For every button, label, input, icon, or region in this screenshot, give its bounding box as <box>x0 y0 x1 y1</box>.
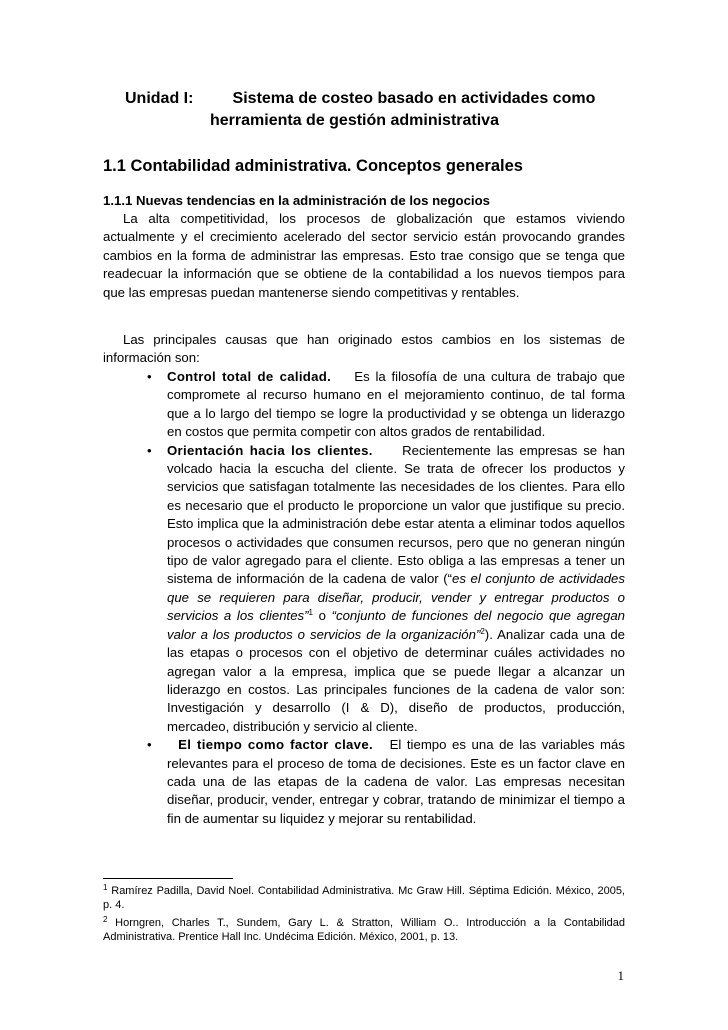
list-item-text: Recientemente las empresas se han volcado hacia la escucha del cliente. Se trata de ofrecer los productos y servicios que satisfagan totalmente las necesidades de los clientes. Para ello es necesario que el producto le proporcione un valor que justifique su precio. Esto implica que la administración debe estar atenta a eliminar todos aquellos procesos o actividades que consumen recursos, pero que no generan ningún tipo de valor agregado para el cliente. Esto obliga a las empresas a tener un sistema de información de la cadena de valor (“ <box>167 442 625 587</box>
list-item-customers <box>103 442 625 737</box>
list-item-title: El tiempo como factor clave. <box>178 737 373 753</box>
causes-list <box>103 368 625 828</box>
footnote-ref-1: 1 <box>308 608 313 618</box>
list-item-text: El tiempo es una de las variables más relevantes para el proceso de toma de decisiones. Este es un factor clave en cada una de las etapas de la cadena de valor. Las empresas necesitan diseñar, producir, vender, entregar y cobrar, tratando de minimizar el tiempo a fin de aumentar su liquidez y mejorar su rentabilidad. <box>167 737 625 826</box>
value-chain-quote-2: “conjunto de funciones del negocio que agregan valor a los productos o servicios de la organización” <box>167 608 625 642</box>
list-item-quality <box>103 368 625 442</box>
footnote-divider <box>103 878 233 879</box>
list-item-time <box>103 736 625 828</box>
list-item-title: Orientación hacia los clientes. <box>167 442 373 458</box>
subsection-heading: 1.1.1 Nuevas tendencias en la administración de los negocios <box>103 193 490 208</box>
section-heading: 1.1 Contabilidad administrativa. Conceptos generales <box>103 157 523 175</box>
list-item-title: Control total de calidad. <box>167 369 332 384</box>
list-item-text-continued: ). Analizar cada una de las etapas o procesos con el objetivo de determinar cuáles actividades no agregan valor a la empresa, implica que se puede llegar a alcanzar un liderazgo en costos. Las principales funciones de la cadena de valor son: Investigación y desarrollo (I & D), diseño de productos, producción, mercadeo, distribución y servicio al cliente. <box>167 626 625 734</box>
footnotes <box>103 884 625 948</box>
unit-title <box>100 88 660 132</box>
unit-label: Unidad I: <box>125 90 194 107</box>
footnote-text: Ramírez Padilla, David Noel. Contabilidad Administrativa. Mc Graw Hill. Séptima Edición. México, 2005, p. 4. <box>103 885 625 911</box>
paragraph-causes: Las principales causas que han originado estos cambios en los sistemas de información son: <box>103 332 625 366</box>
paragraph-intro: La alta competitividad, los procesos de globalización que estamos viviendo actualmente y el crecimiento acelerado del sector servicio están provocando grandes cambios en la forma de administrar las empresas. Esto trae consigo que se tenga que readecuar la información que se obtiene de la contabilidad a los nuevos tiempos para que las empresas puedan mantenerse siendo competitivas y rentables. <box>103 211 625 300</box>
footnote-number: 1 <box>103 883 108 892</box>
bullet-marker: • <box>147 737 152 753</box>
unit-title-line-1: Sistema de costeo basado en actividades como <box>232 90 596 107</box>
list-item-text-connector: o <box>312 608 332 624</box>
list-item-text: Es la filosofía de una cultura de trabajo que compromete al recurso humano en el mejoramiento continuo, de tal forma que a lo largo del tiempo se logre la productividad y se obtenga un liderazgo en costos que permita competir con altos grados de rentabilidad. <box>167 369 625 440</box>
unit-title-line-2: herramienta de gestión administrativa <box>210 112 499 129</box>
footnote-ref-2: 2 <box>480 626 485 636</box>
bullet-marker: • <box>147 369 152 384</box>
page-number: 1 <box>617 968 624 983</box>
footnote-2 <box>103 916 625 944</box>
value-chain-quote-1: es el conjunto de actividades que se requieren para diseñar, producir, vender y entregar productos o servicios a los clientes” <box>167 571 625 624</box>
footnote-text: Horngren, Charles T., Sundem, Gary L. & Stratton, William O.. Introducción a la Contabilidad Administrativa. Prentice Hall Inc. Undécima Edición. México, 2001, p. 13. <box>103 917 626 943</box>
bullet-marker: • <box>147 442 152 458</box>
footnote-1 <box>103 884 625 912</box>
footnote-number: 2 <box>103 915 108 924</box>
